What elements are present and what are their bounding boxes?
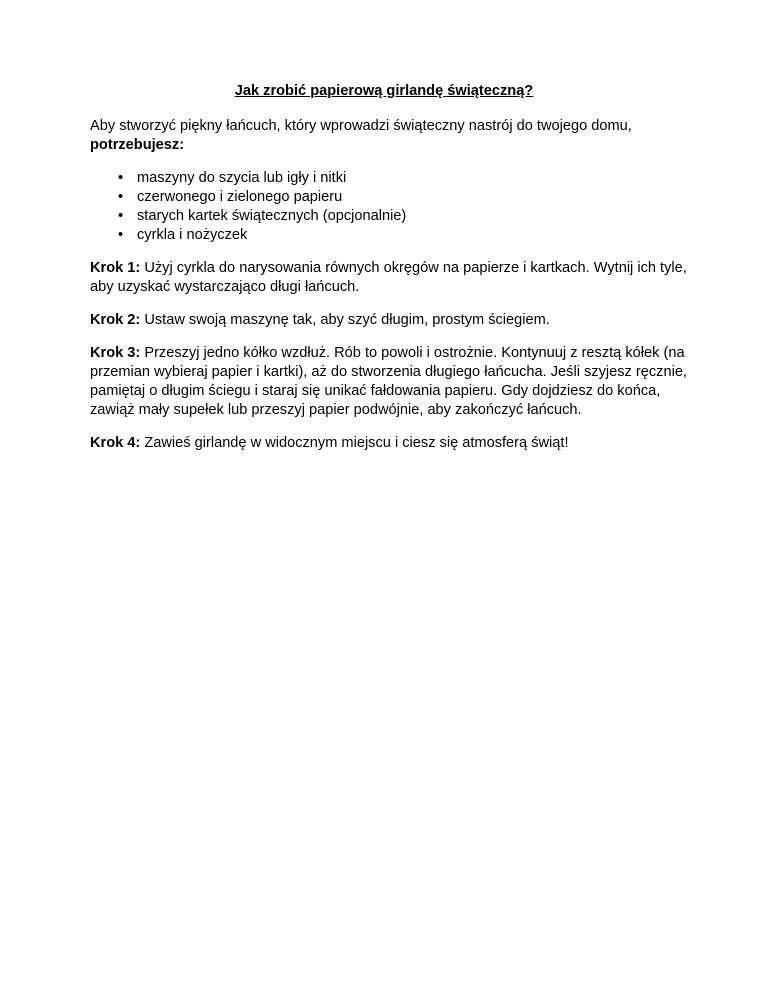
bullet-icon: •	[118, 208, 124, 224]
material-text: starych kartek świątecznych (opcjonalnie)	[137, 208, 407, 224]
intro-paragraph	[90, 117, 690, 155]
list-item	[90, 188, 690, 207]
document-body	[90, 117, 690, 467]
step-4-paragraph	[90, 434, 690, 453]
step-2-paragraph	[90, 311, 690, 330]
material-text: czerwonego i zielonego papieru	[137, 189, 343, 205]
step-3-text: Przeszyj jedno kółko wzdłuż. Rób to powoli i ostrożnie. Kontynuuj z resztą kółek (na przemian wybieraj papier i kartki), aż do stworzenia długiego łańcucha. Jeśli szyjesz ręcznie, pamiętaj o długim ściegu i staraj się unikać fałdowania papieru. Gdy dojdziesz do końca, zawiąż mały supełek lub przeszyj papier podwójnie, aby zakończyć łańcuch.	[90, 345, 687, 418]
step-4-text: Zawieś girlandę w widocznym miejscu i ciesz się atmosferą świąt!	[140, 435, 569, 451]
step-2-text: Ustaw swoją maszynę tak, aby szyć długim, prostym ściegiem.	[140, 312, 550, 328]
document-title: Jak zrobić papierową girlandę świąteczną?	[234, 83, 534, 99]
list-item	[90, 226, 690, 245]
intro-text: Aby stworzyć piękny łańcuch, który wprowadzi świąteczny nastrój do twojego domu,	[90, 118, 632, 134]
intro-bold-label: potrzebujesz:	[90, 137, 185, 153]
bullet-icon: •	[118, 170, 124, 186]
step-4-label: Krok 4:	[90, 435, 141, 451]
step-2-label: Krok 2:	[90, 312, 141, 328]
step-1-label: Krok 1:	[90, 260, 141, 276]
step-1-paragraph	[90, 259, 690, 297]
bullet-icon: •	[118, 227, 124, 243]
step-3-paragraph	[90, 344, 690, 420]
list-item	[90, 169, 690, 188]
material-text: cyrkla i nożyczek	[137, 227, 248, 243]
list-item	[90, 207, 690, 226]
material-text: maszyny do szycia lub igły i nitki	[137, 170, 347, 186]
bullet-icon: •	[118, 189, 124, 205]
step-1-text: Użyj cyrkla do narysowania równych okręgów na papierze i kartkach. Wytnij ich tyle, aby uzyskać wystarczająco długi łańcuch.	[90, 260, 687, 295]
step-3-label: Krok 3:	[90, 345, 141, 361]
materials-list	[90, 169, 690, 245]
